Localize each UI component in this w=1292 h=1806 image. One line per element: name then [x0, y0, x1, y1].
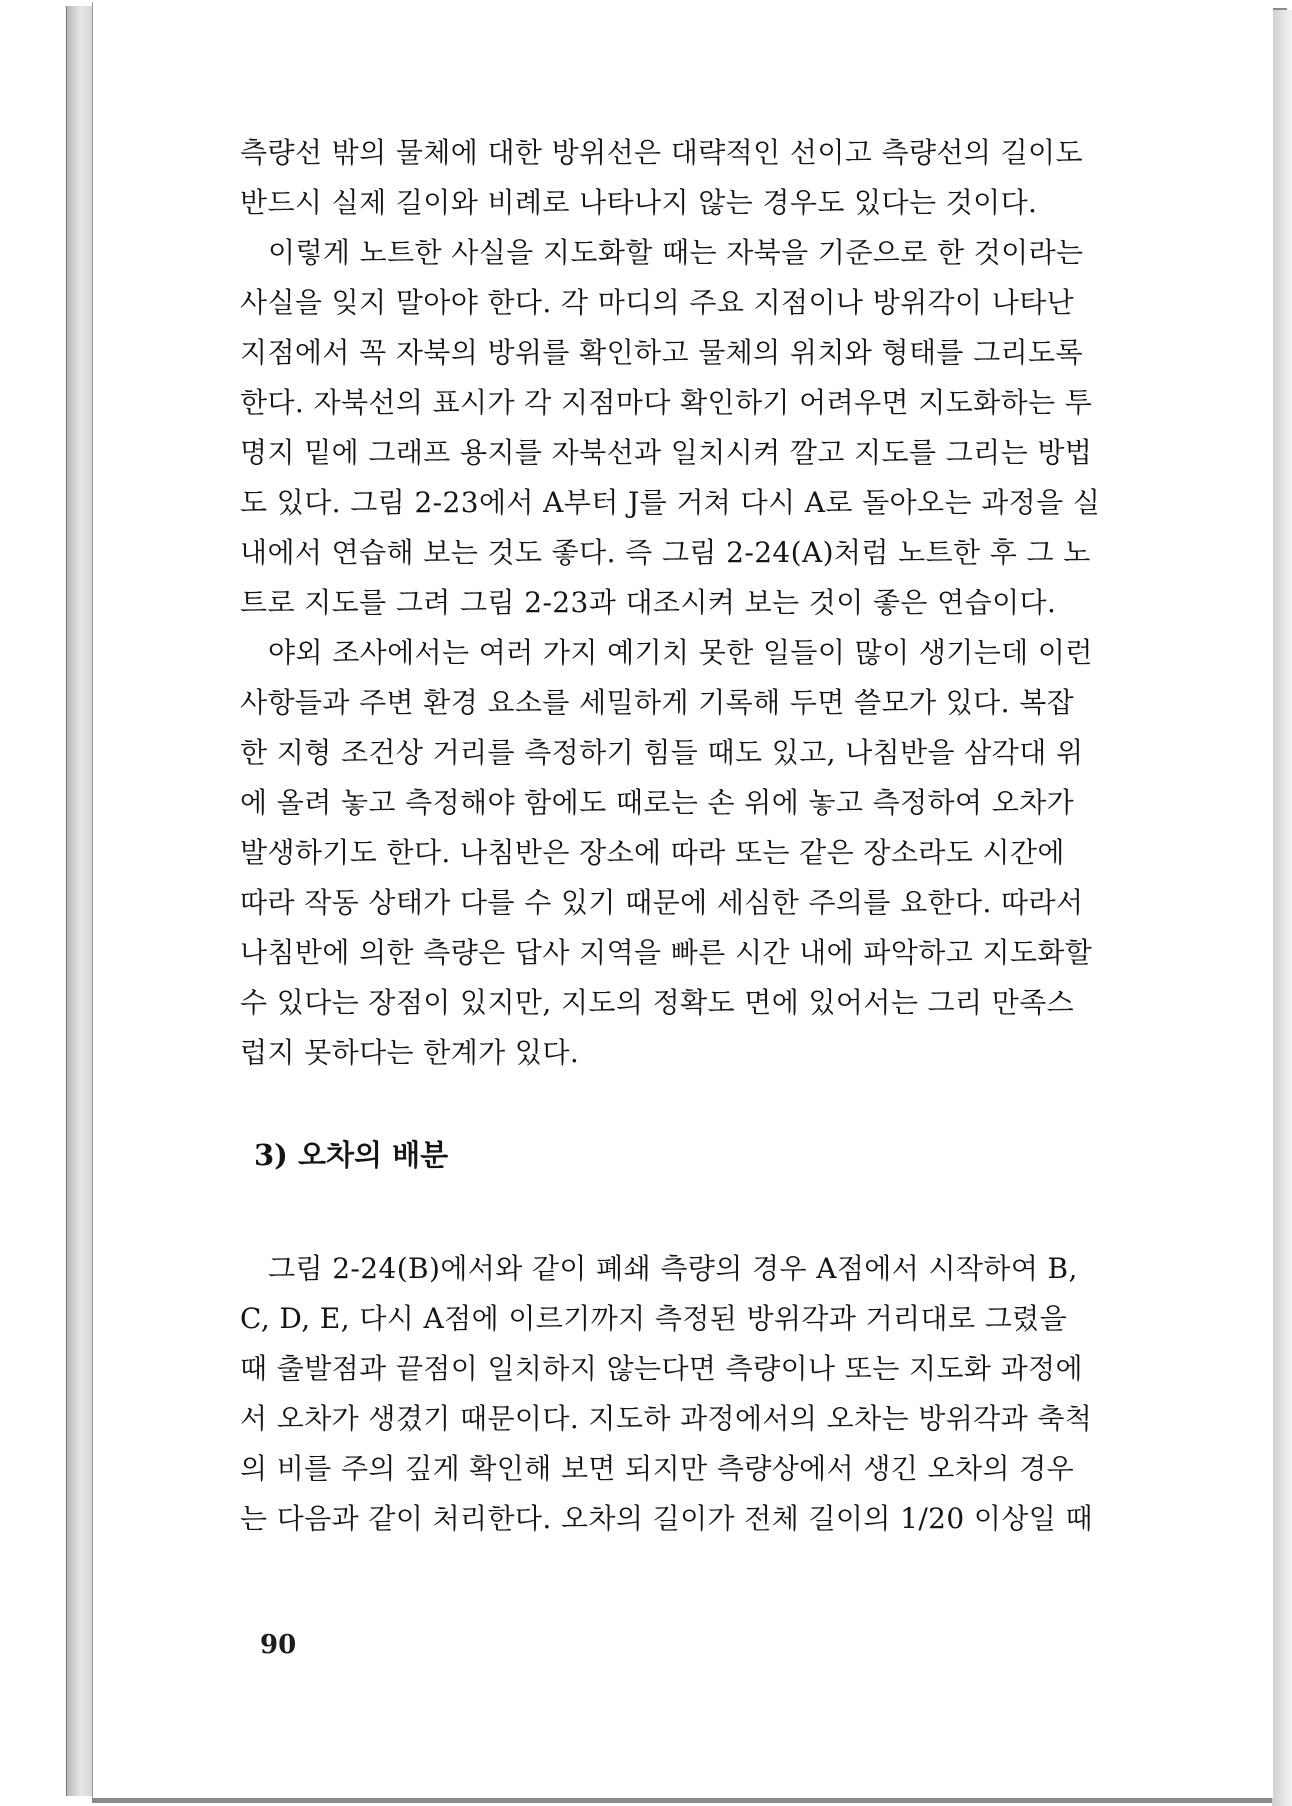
text-line: 한 지형 조건상 거리를 측정하기 힘들 때도 있고, 나침반을 삼각대 위 [240, 736, 1084, 769]
paragraph-4 [240, 1244, 1135, 1544]
text-line: 도 있다. 그림 2-23에서 A부터 J를 거쳐 다시 A로 돌아오는 과정을 실 [240, 486, 1101, 519]
text-line: 사항들과 주변 환경 요소를 세밀하게 기록해 두면 쓸모가 있다. 복잡 [240, 686, 1075, 719]
text-line: 에 올려 놓고 측정해야 함에도 때로는 손 위에 놓고 측정하여 오차가 [240, 786, 1075, 819]
page-right-edge [1272, 10, 1292, 1806]
text-line: 측량선 밖의 물체에 대한 방위선은 대략적인 선이고 측량선의 길이도 [240, 136, 1083, 169]
text-line: 그림 2-24(B)에서와 같이 폐쇄 측량의 경우 A점에서 시작하여 B, [268, 1252, 1078, 1285]
text-line: 의 비를 주의 깊게 확인해 보면 되지만 측량상에서 생긴 오차의 경우 [240, 1452, 1075, 1485]
text-line: 지점에서 꼭 자북의 방위를 확인하고 물체의 위치와 형태를 그리도록 [240, 336, 1083, 369]
text-line: 는 다음과 같이 처리한다. 오차의 길이가 전체 길이의 1/20 이상일 때 [240, 1502, 1093, 1535]
text-line: 한다. 자북선의 표시가 각 지점마다 확인하기 어려우면 지도화하는 투 [240, 386, 1093, 419]
text-line: C, D, E, 다시 A점에 이르기까지 측정된 방위각과 거리대로 그렸을 [240, 1302, 1068, 1335]
text-line: 야외 조사에서는 여러 가지 예기치 못한 일들이 많이 생기는데 이런 [268, 636, 1093, 669]
paragraph-3 [240, 628, 1135, 1078]
text-line: 내에서 연습해 보는 것도 좋다. 즉 그림 2-24(A)처럼 노트한 후 그 노 [240, 536, 1091, 569]
section-spacer-bottom [240, 1180, 1135, 1244]
text-line: 때 출발점과 끝점이 일치하지 않는다면 측량이나 또는 지도화 과정에 [240, 1352, 1083, 1385]
text-line: 명지 밑에 그래프 용지를 자북선과 일치시켜 깔고 지도를 그리는 방법 [240, 436, 1093, 469]
paragraph-1 [240, 128, 1135, 228]
section-spacer-top [240, 1078, 1135, 1130]
text-line: 수 있다는 장점이 있지만, 지도의 정확도 면에 있어서는 그리 만족스 [240, 986, 1075, 1019]
text-line: 따라 작동 상태가 다를 수 있기 때문에 세심한 주의를 요한다. 따라서 [240, 886, 1084, 919]
text-line: 트로 지도를 그려 그림 2-23과 대조시켜 보는 것이 좋은 연습이다. [240, 586, 1057, 619]
section-heading: 3) 오차의 배분 [254, 1138, 449, 1172]
paragraph-2 [240, 228, 1135, 628]
text-line: 이렇게 노트한 사실을 지도화할 때는 자북을 기준으로 한 것이라는 [268, 236, 1084, 269]
text-line: 나침반에 의한 측량은 답사 지역을 빠른 시간 내에 파악하고 지도화할 [240, 936, 1093, 969]
page-body [240, 128, 1135, 1544]
page-number: 90 [260, 1630, 297, 1660]
text-line: 럽지 못하다는 한계가 있다. [240, 1036, 580, 1069]
text-line: 반드시 실제 길이와 비례로 나타나지 않는 경우도 있다는 것이다. [240, 186, 1038, 219]
text-line: 발생하기도 한다. 나침반은 장소에 따라 또는 같은 장소라도 시간에 [240, 836, 1065, 869]
text-line: 사실을 잊지 말아야 한다. 각 마디의 주요 지점이나 방위각이 나타난 [240, 286, 1075, 319]
text-line: 서 오차가 생겼기 때문이다. 지도하 과정에서의 오차는 방위각과 축척 [240, 1402, 1093, 1435]
